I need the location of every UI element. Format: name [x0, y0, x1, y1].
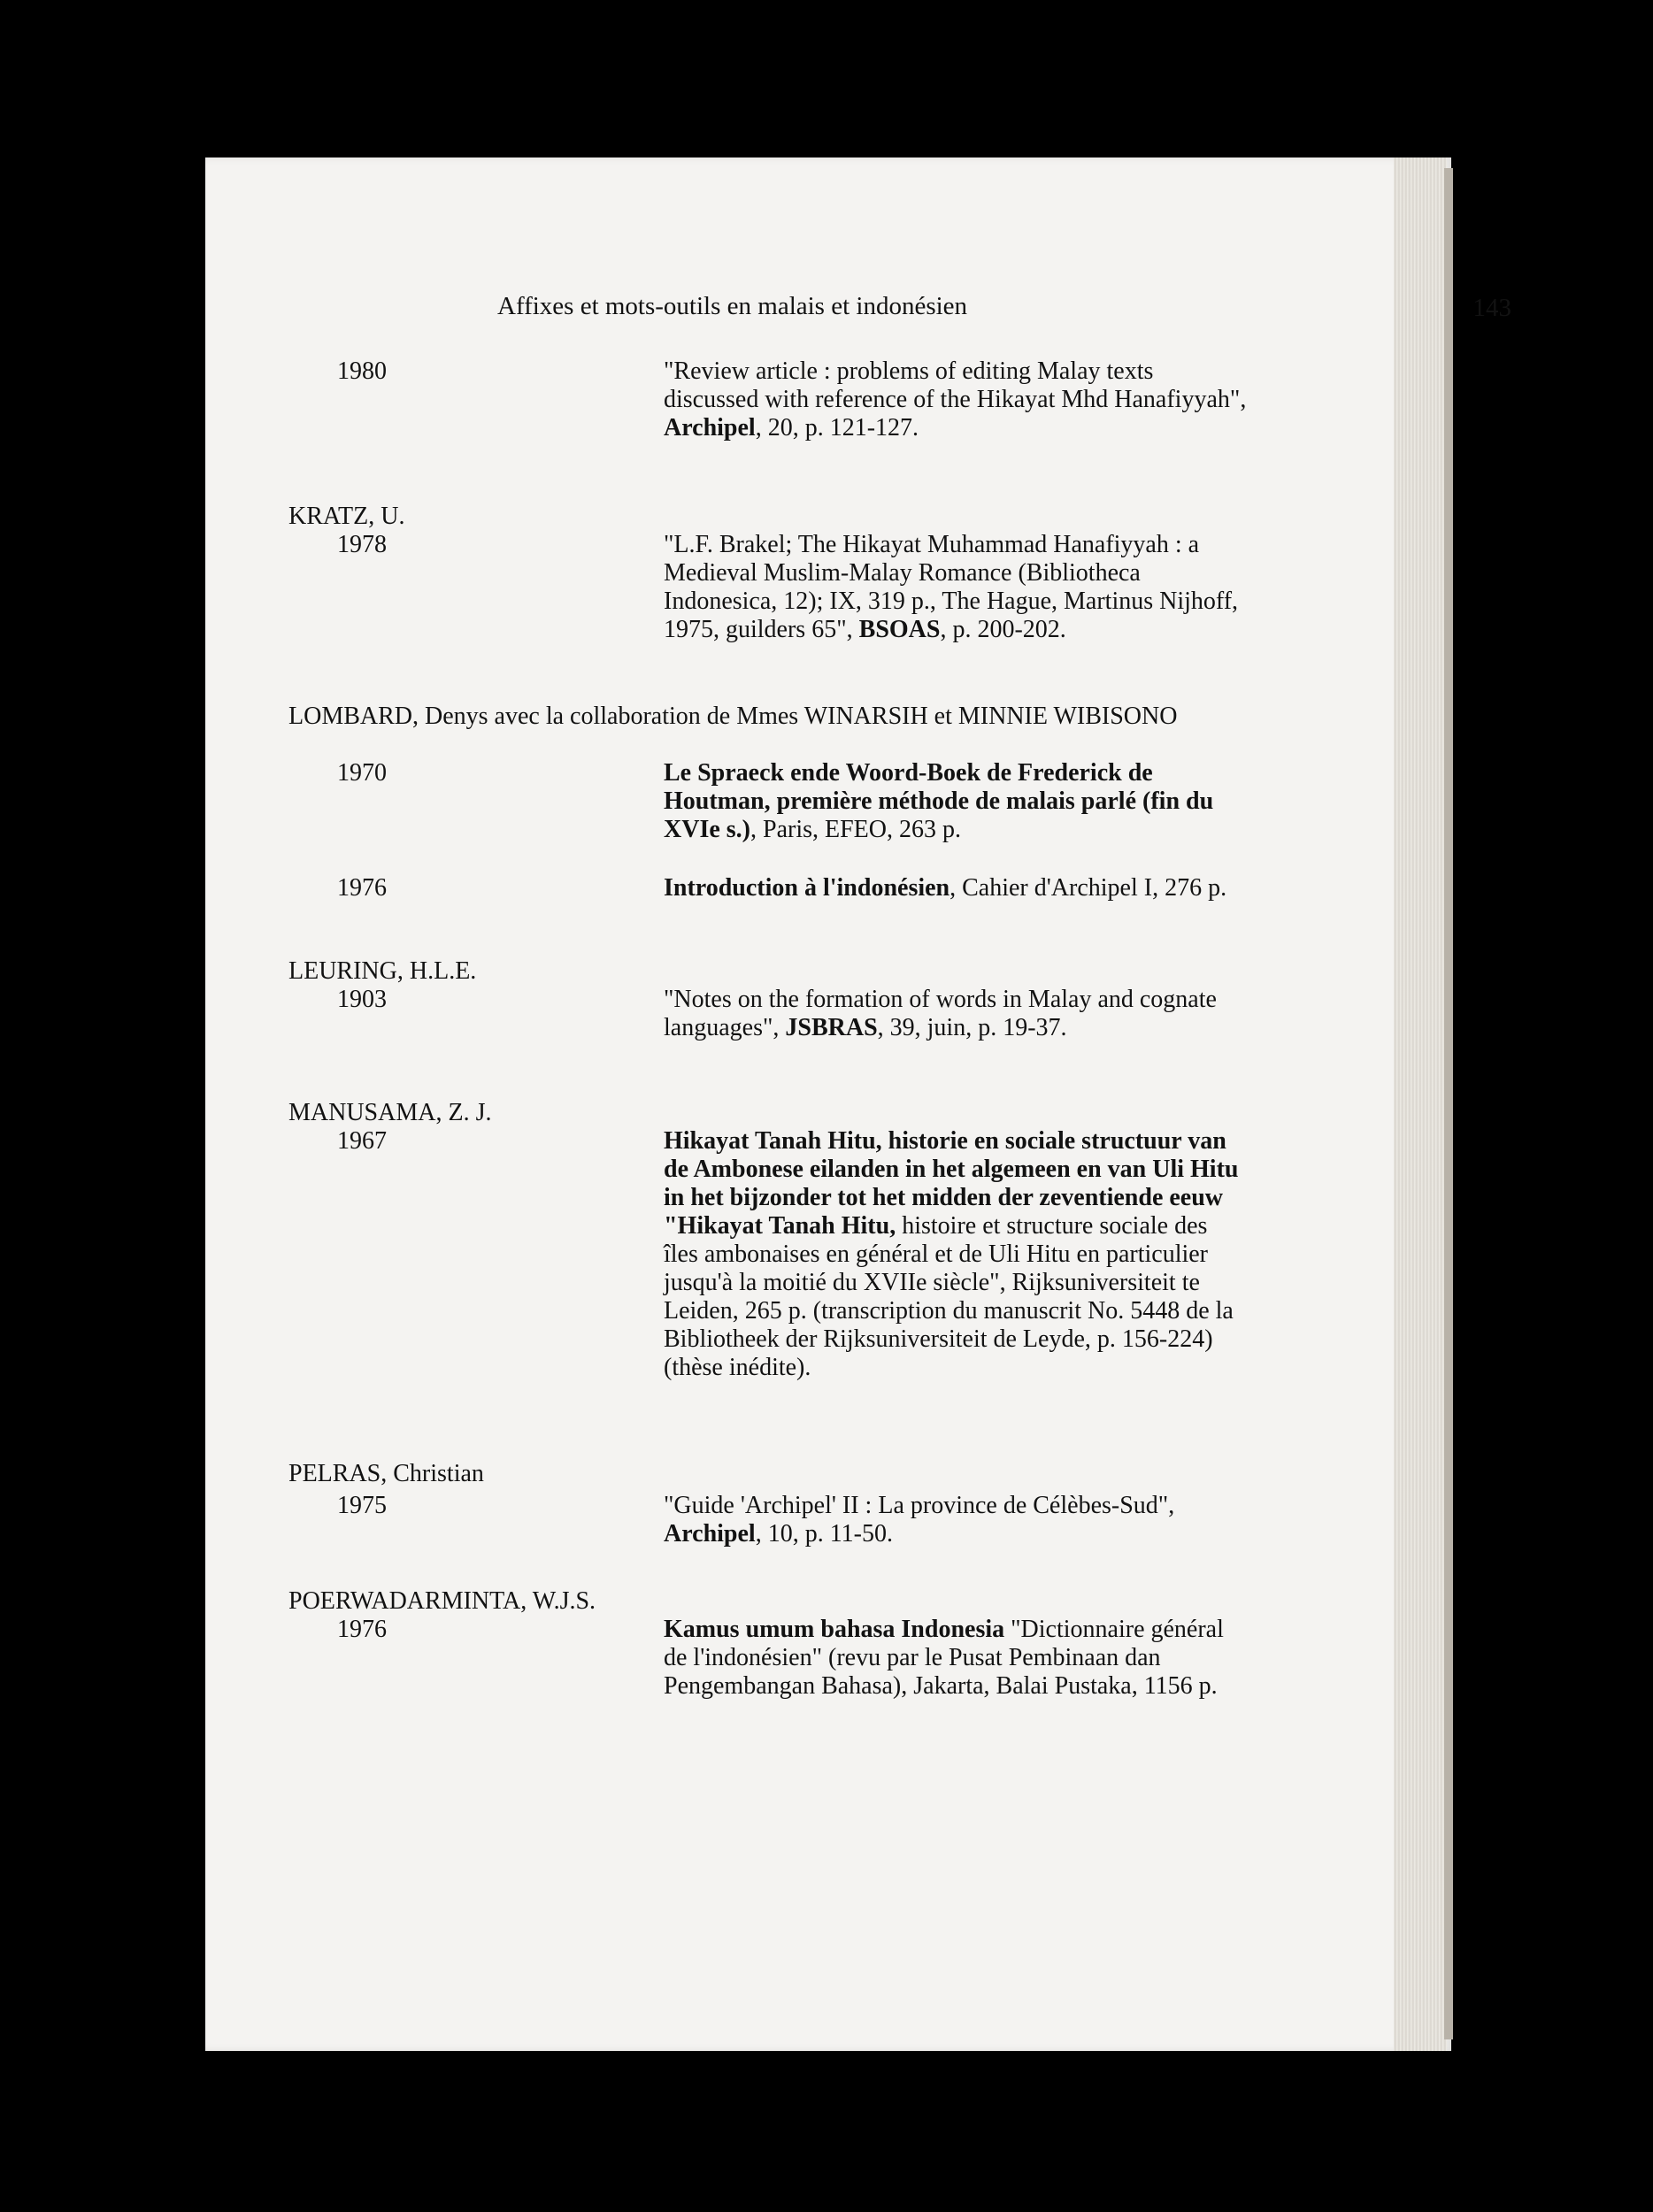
- entry-description: Hikayat Tanah Hitu, historie en sociale structuur van de Ambonese eilanden in het algemeen en van Uli Hitu in het bijzonder tot het midden der zeventiende eeuw "Hikayat Tanah Hitu, histoire et structure sociale des îles ambonaises en général et de Uli Hitu en particulier jusqu'à la moitié du XVIIe siècle", Rijksuniversiteit te Leiden, 265 p. (transcription du manuscrit No. 5448 de la Bibliotheek der Rijksuniversiteit de Leyde, p. 156-224) (thèse inédite).: [664, 1127, 1239, 1381]
- entry-description: "L.F. Brakel; The Hikayat Muhammad Hanafiyyah : a Medieval Muslim-Malay Romance (Bibliotheca Indonesica, 12); IX, 319 p., The Hague, Martinus Nijhoff, 1975, guilders 65", BSOAS, p. 200-202.: [664, 531, 1239, 643]
- entry-year: 1978: [337, 531, 387, 558]
- entry-description: Introduction à l'indonésien, Cahier d'Archipel I, 276 p.: [664, 874, 1227, 902]
- entry-author: PELRAS, Christian: [288, 1460, 484, 1487]
- entry-author: KRATZ, U.: [288, 503, 405, 530]
- entry-description: "Guide 'Archipel' II : La province de Célèbes-Sud", Archipel, 10, p. 11-50.: [664, 1492, 1175, 1548]
- entry-description: Le Spraeck ende Woord-Boek de Frederick de Houtman, première méthode de malais parlé (fin du XVIe s.), Paris, EFEO, 263 p.: [664, 759, 1214, 843]
- entry-description: "Notes on the formation of words in Malay and cognate languages", JSBRAS, 39, juin, p. 19-37.: [664, 986, 1217, 1041]
- header-title: Affixes et mots-outils en malais et indonésien: [497, 292, 968, 320]
- entry-year: 1980: [337, 357, 387, 385]
- entry-author: LOMBARD, Denys avec la collaboration de Mmes WINARSIH et MINNIE WIBISONO: [288, 703, 1178, 730]
- entry-author: MANUSAMA, Z. J.: [288, 1099, 492, 1126]
- entry-author: LEURING, H.L.E.: [288, 957, 477, 985]
- page-edge-shadow: [1444, 168, 1453, 2039]
- entry-year: 1975: [337, 1492, 387, 1519]
- page-number: 143: [1472, 294, 1511, 322]
- entry-description: "Review article : problems of editing Malay texts discussed with reference of the Hikayat Mhd Hanafiyyah", Archipel, 20, p. 121-127.: [664, 357, 1247, 442]
- entry-year: 1903: [337, 986, 387, 1013]
- entry-year: 1967: [337, 1127, 387, 1155]
- page-edge: [1394, 157, 1447, 2051]
- entry-author: POERWADARMINTA, W.J.S.: [288, 1587, 596, 1615]
- entry-year: 1970: [337, 759, 387, 787]
- entry-year: 1976: [337, 1616, 387, 1643]
- entry-description: Kamus umum bahasa Indonesia "Dictionnaire général de l'indonésien" (revu par le Pusat Pembinaan dan Pengembangan Bahasa), Jakarta, Balai Pustaka, 1156 p.: [664, 1616, 1224, 1700]
- entry-year: 1976: [337, 874, 387, 902]
